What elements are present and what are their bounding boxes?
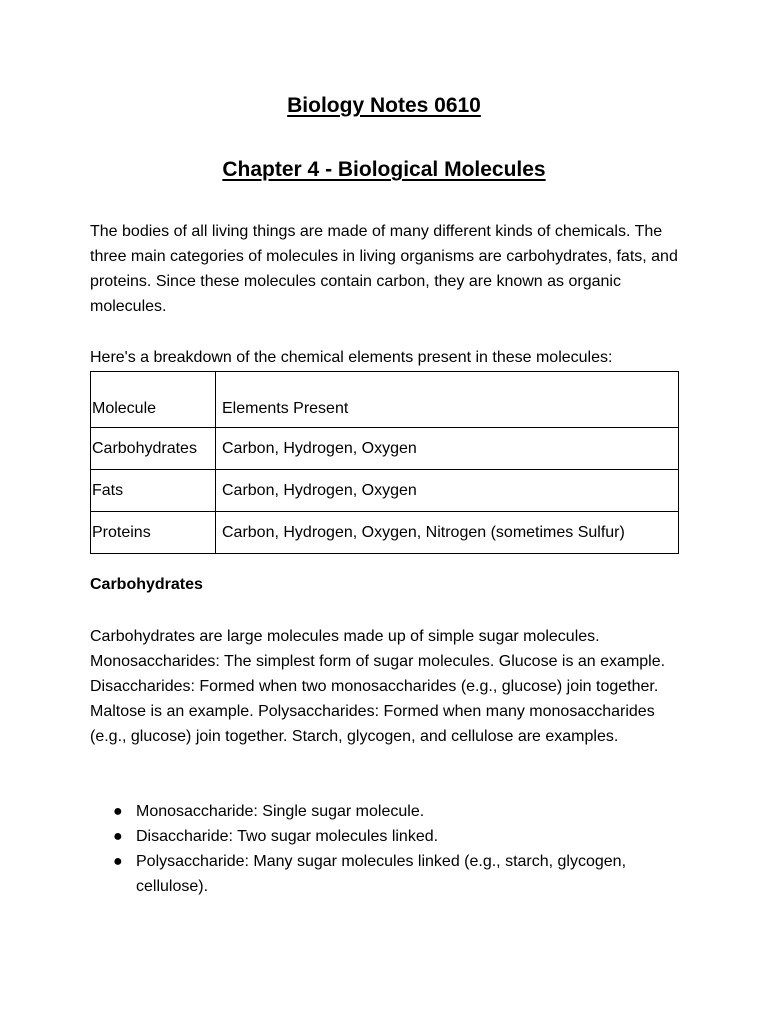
table-row	[91, 428, 679, 470]
bullet-icon: ●	[113, 803, 123, 820]
list-item	[90, 799, 680, 824]
carbohydrate-bullet-list	[90, 799, 680, 899]
document-title: Biology Notes 0610	[287, 94, 481, 117]
bullet-icon: ●	[113, 853, 123, 870]
table-header-cell: Molecule	[91, 372, 216, 428]
breakdown-intro: Here's a breakdown of the chemical elements present in these molecules:	[90, 349, 613, 366]
table-cell-molecule: Proteins	[91, 512, 216, 554]
table-header-cell: Elements Present	[216, 372, 679, 428]
table-cell-elements: Carbon, Hydrogen, Oxygen, Nitrogen (sometimes Sulfur)	[216, 512, 679, 554]
list-item	[90, 849, 680, 899]
table-cell-molecule: Carbohydrates	[91, 428, 216, 470]
carbohydrates-paragraph: Carbohydrates are large molecules made up of simple sugar molecules. Monosaccharides: The simplest form of sugar molecules. Glucose is an example. Disaccharides: Formed when two monosaccharides (e.g., glucose) join together. Maltose is an example. Polysaccharides: Formed when many monosaccharides (e.g., glucose) join together. Starch, glycogen, and cellulose are examples.	[90, 628, 666, 745]
list-item-text: Polysaccharide: Many sugar molecules linked (e.g., starch, glycogen, cellulose).	[136, 853, 627, 895]
table-cell-molecule: Fats	[91, 470, 216, 512]
intro-paragraph: The bodies of all living things are made of many different kinds of chemicals. The three main categories of molecules in living organisms are carbohydrates, fats, and proteins. Since these molecules contain carbon, they are known as organic molecules.	[90, 223, 678, 315]
table-cell-elements: Carbon, Hydrogen, Oxygen	[216, 428, 679, 470]
section-heading-carbohydrates: Carbohydrates	[90, 576, 203, 593]
table-cell-elements: Carbon, Hydrogen, Oxygen	[216, 470, 679, 512]
table-row	[91, 470, 679, 512]
list-item-text: Disaccharide: Two sugar molecules linked.	[136, 828, 439, 845]
list-item-text: Monosaccharide: Single sugar molecule.	[136, 803, 425, 820]
chapter-title: Chapter 4 - Biological Molecules	[222, 158, 546, 181]
table-header-row	[91, 372, 679, 428]
elements-table	[90, 371, 679, 554]
list-item	[90, 824, 680, 849]
table-row	[91, 512, 679, 554]
bullet-icon: ●	[113, 828, 123, 845]
